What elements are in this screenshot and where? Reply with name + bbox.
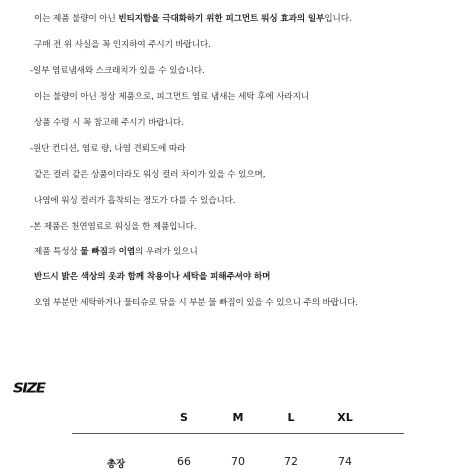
note-text: 이는 불량이 아닌 정상 제품으로, 피그먼트 염료 냄새는 세탁 후에 사라지니 (34, 92, 309, 102)
note-text: 상품 수령 시 꼭 참고해 주시기 바랍니다. (34, 118, 184, 128)
note-emphasis: 반드시 밝은 색상의 옷과 함께 착용이나 세탁을 피해주셔야 하며 (34, 272, 271, 282)
note-line (34, 91, 309, 103)
size-cell: 70 (231, 455, 245, 468)
note-line (30, 143, 185, 155)
size-column-header: S (180, 411, 188, 424)
note-emphasis: 빈티지함을 극대화하기 위한 피그먼트 워싱 효과의 일부 (118, 14, 325, 24)
note-line (34, 169, 265, 181)
size-column-header: XL (337, 411, 353, 424)
size-cell: 66 (177, 455, 191, 468)
note-text: 구매 전 위 사실을 꼭 인지하여 주시기 바랍니다. (34, 40, 211, 50)
note-line (34, 246, 198, 258)
note-text: -원단 컨디션, 염료 량, 나염 견뢰도에 따라 (30, 144, 186, 154)
size-chart-title: SIZE (13, 379, 45, 397)
size-cell: 74 (338, 455, 352, 468)
size-column-header: M (232, 411, 244, 424)
size-row-label: 총장 (106, 459, 126, 470)
note-line (34, 271, 270, 283)
note-line (34, 195, 236, 207)
size-table-divider (72, 433, 404, 434)
size-cell: 72 (284, 455, 298, 468)
note-text: 같은 컬러 같은 상품이더라도 워싱 컬러 차이가 있을 수 있으며, (34, 170, 266, 180)
note-line (30, 221, 196, 233)
size-column-header: L (287, 411, 295, 424)
note-line (30, 65, 205, 77)
note-text: -일부 염료냄새와 스크래치가 있을 수 있습니다. (30, 66, 205, 76)
note-text: 이는 제품 불량이 아닌 (34, 14, 119, 24)
note-line (34, 297, 358, 309)
note-text: 제품 특성상 (34, 247, 81, 257)
note-line (34, 117, 184, 129)
note-text: 과 (107, 247, 119, 257)
note-line (34, 13, 352, 25)
note-text: -본 제품은 천연염료로 워싱을 한 제품입니다. (30, 222, 197, 232)
note-text: 입니다. (324, 14, 352, 24)
note-line (34, 39, 211, 51)
note-text: 의 우려가 있으니 (135, 247, 198, 257)
note-emphasis: 물 빠짐 (80, 247, 108, 257)
note-text: 나염에 워싱 컬러가 흡착되는 정도가 다를 수 있습니다. (34, 196, 236, 206)
note-emphasis: 이염 (118, 247, 136, 257)
note-text: 오염 부분만 세탁하거나 물티슈로 닦을 시 부분 물 빠짐이 있을 수 있으니 주의 바랍니다. (34, 298, 358, 308)
